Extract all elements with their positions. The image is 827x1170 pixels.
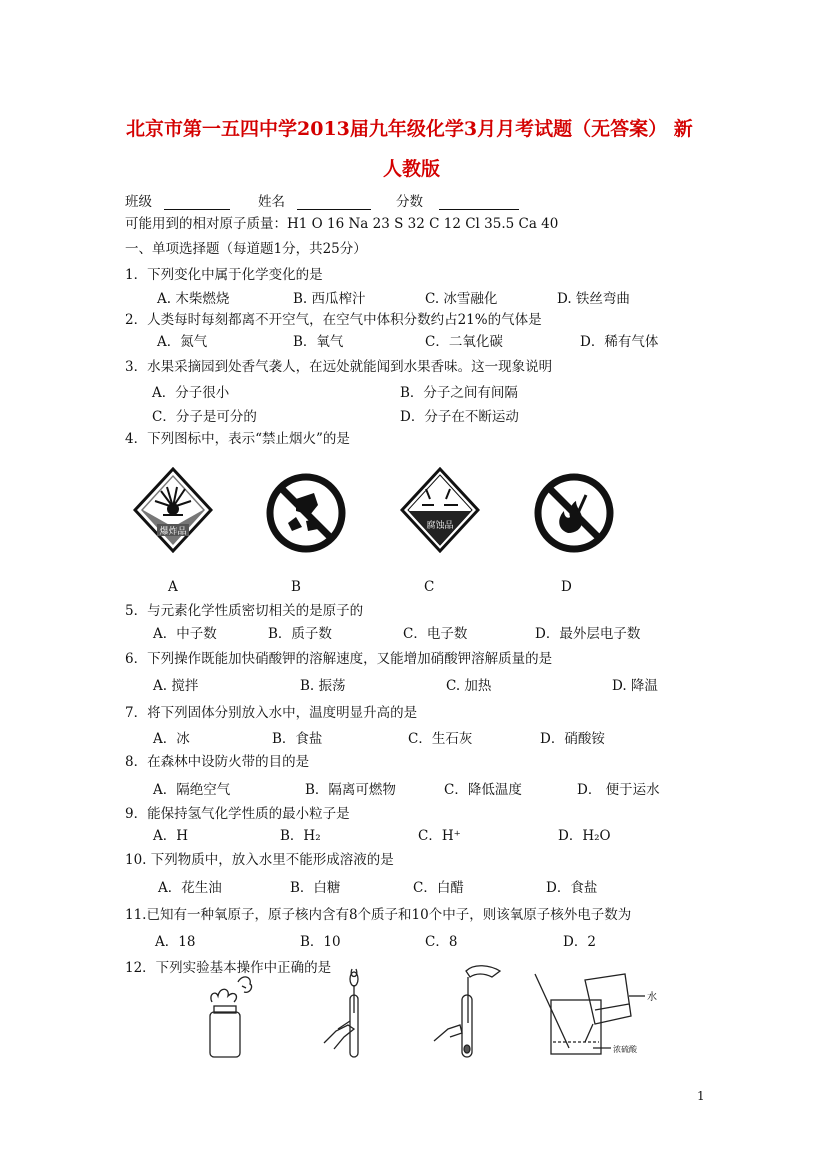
option: B．质子数: [268, 626, 332, 642]
dilute-acid-figure: [533, 972, 663, 1062]
question-stem: 7．将下列固体分别放入水中，温度明显升高的是: [125, 705, 418, 721]
option: A．隔绝空气: [153, 782, 231, 798]
option: A. 搅拌: [153, 678, 199, 694]
class-field: [125, 190, 230, 210]
option: A．冰: [153, 731, 190, 747]
option: C．二氧化碳: [425, 334, 503, 350]
option: A. 木柴燃烧: [157, 291, 230, 307]
option: C．白醋: [413, 880, 464, 896]
option: C．分子是可分的: [152, 409, 257, 425]
heating-tube-figure: [320, 965, 380, 1065]
name-label: 姓名: [258, 194, 285, 210]
sign-c-label: 腐蚀品: [426, 521, 454, 531]
option: D. 铁丝弯曲: [557, 291, 630, 307]
option: C．生石灰: [408, 731, 473, 747]
option: B．氧气: [293, 334, 344, 350]
option: A．花生油: [158, 880, 222, 896]
doc-title-line2: 人教版: [383, 158, 441, 180]
smell-gas-figure: [198, 972, 258, 1062]
option: C. 加热: [446, 678, 492, 694]
option: C．H⁺: [418, 828, 461, 844]
option: C．电子数: [403, 626, 468, 642]
option: B. 西瓜榨汁: [293, 291, 366, 307]
option: D．硝酸铵: [540, 731, 605, 747]
option: A．氮气: [157, 334, 208, 350]
option: D．2: [563, 934, 596, 950]
option: C: [424, 579, 435, 595]
score-blank: [439, 195, 519, 210]
question-stem: 1．下列变化中属于化学变化的是: [125, 267, 323, 283]
option: B．分子之间有间隔: [400, 385, 518, 401]
option: A: [168, 579, 178, 595]
water-label: 水: [647, 992, 657, 1003]
atomic-masses: 可能用到的相对原子质量：H1 O 16 Na 23 S 32 C 12 Cl 35.5 Ca 40: [125, 216, 559, 232]
option: C. 冰雪融化: [425, 291, 498, 307]
option: B．10: [300, 934, 341, 950]
option: D．稀有气体: [580, 334, 659, 350]
option: D．H₂O: [558, 828, 611, 844]
question-stem: 9．能保持氢气化学性质的最小粒子是: [125, 806, 350, 822]
option: B．H₂: [280, 828, 321, 844]
option: B．隔离可燃物: [305, 782, 396, 798]
option: A．18: [155, 934, 196, 950]
class-label: 班级: [125, 194, 152, 210]
option: C．8: [425, 934, 458, 950]
sign-a-label: 爆炸品: [159, 527, 187, 537]
score-field: [396, 190, 519, 210]
option: D. 降温: [612, 678, 658, 694]
question-stem: 6．下列操作既能加快硝酸钾的溶解速度，又能增加硝酸钾溶解质量的是: [125, 651, 553, 667]
question-stem: 5．与元素化学性质密切相关的是原子的: [125, 603, 364, 619]
option: A．H: [153, 828, 189, 844]
question-stem: 3．水果采摘园到处香气袭人，在远处就能闻到水果香味。这一现象说明: [125, 359, 553, 375]
no-fire-sign-icon: [534, 473, 614, 553]
score-label: 分数: [396, 194, 423, 210]
question-stem: 11.已知有一种氧原子，原子核内含有8个质子和10个中子，则该氧原子核外电子数为: [125, 907, 632, 923]
option: B. 振荡: [300, 678, 346, 694]
name-field: [258, 190, 371, 210]
option: A．分子很小: [152, 385, 230, 401]
no-stacking-sign-icon: [266, 473, 346, 553]
question-stem: 8．在森林中设防火带的目的是: [125, 754, 310, 770]
option: B．白糖: [290, 880, 341, 896]
acid-label: 浓硫酸: [613, 1045, 637, 1054]
option: D: [561, 579, 572, 595]
option: A．中子数: [153, 626, 217, 642]
option: B．食盐: [272, 731, 323, 747]
option: C．降低温度: [444, 782, 522, 798]
option: D． 便于运水: [577, 782, 660, 798]
class-blank: [164, 195, 230, 210]
question-stem: 10. 下列物质中，放入水里不能形成溶液的是: [125, 852, 394, 868]
explosive-sign-icon: [133, 467, 213, 553]
option: D．最外层电子数: [535, 626, 641, 642]
dropper-figure: [430, 963, 510, 1063]
option: B: [291, 579, 301, 595]
section-heading: 一、单项选择题（每道题1分，共25分）: [125, 241, 367, 257]
option: D．食盐: [546, 880, 598, 896]
question-stem: 4．下列图标中，表示“禁止烟火”的是: [125, 431, 350, 447]
question-stem: 2．人类每时每刻都离不开空气，在空气中体积分数约占21%的气体是: [125, 312, 542, 328]
doc-title-line1: 北京市第一五四中学2013届九年级化学3月月考试题（无答案） 新: [126, 118, 693, 140]
name-blank: [297, 195, 371, 210]
page-number: 1: [697, 1089, 705, 1103]
option: D．分子在不断运动: [400, 409, 519, 425]
question-stem: 12．下列实验基本操作中正确的是: [125, 960, 332, 976]
corrosive-sign-icon: [400, 467, 480, 553]
